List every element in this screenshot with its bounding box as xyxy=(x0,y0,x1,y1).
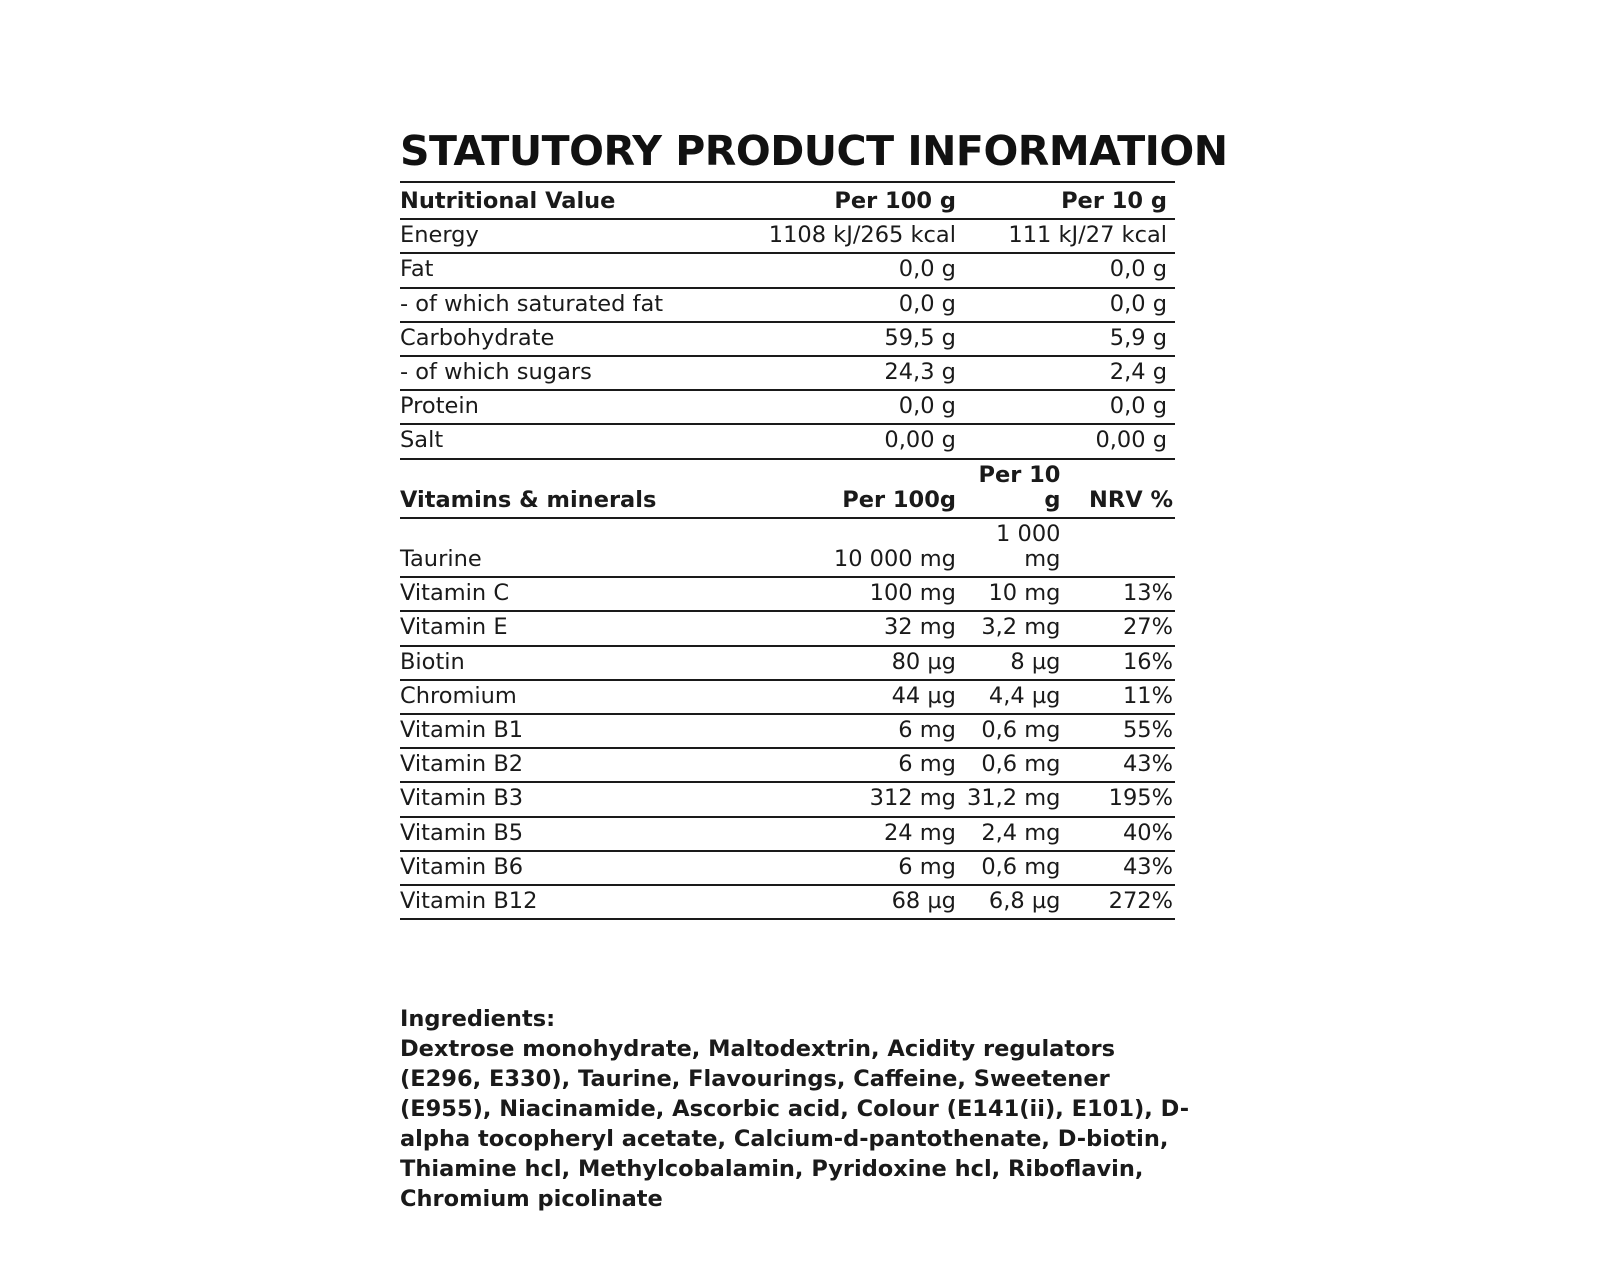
row-value-per-10g: 0,00 g xyxy=(962,424,1175,458)
row-value-per-100g: 0,00 g xyxy=(723,424,962,458)
row-value-nrv: 43% xyxy=(1068,748,1175,782)
row-value-per-10g: 0,0 g xyxy=(962,253,1175,287)
row-label: - of which sugars xyxy=(400,356,723,390)
row-value-per-10g: 3,2 mg xyxy=(962,611,1069,645)
row-label: Vitamin B5 xyxy=(400,817,723,851)
table-header-row-vitamins xyxy=(400,459,1175,518)
ingredients-label: Ingredients: xyxy=(400,1006,556,1033)
column-header-nrv: NRV % xyxy=(1068,459,1175,518)
row-value-per-100g: 10 000 mg xyxy=(723,518,962,577)
row-label: Carbohydrate xyxy=(400,322,723,356)
row-value-per-100g: 80 µg xyxy=(723,646,962,680)
row-value-per-100g: 24,3 g xyxy=(723,356,962,390)
row-value-per-100g: 6 mg xyxy=(723,851,962,885)
table-row xyxy=(400,253,1175,287)
row-value-per-10g: 0,0 g xyxy=(962,288,1175,322)
row-value-nrv: 55% xyxy=(1068,714,1175,748)
row-value-per-10g: 5,9 g xyxy=(962,322,1175,356)
row-value-nrv xyxy=(1068,518,1175,577)
row-value-per-100g: 68 µg xyxy=(723,885,962,919)
row-value-per-10g: 0,6 mg xyxy=(962,851,1069,885)
row-value-per-10g: 2,4 mg xyxy=(962,817,1069,851)
row-value-per-10g: 8 µg xyxy=(962,646,1069,680)
row-value-per-100g: 24 mg xyxy=(723,817,962,851)
row-value-nrv: 11% xyxy=(1068,680,1175,714)
row-value-per-10g: 0,6 mg xyxy=(962,714,1069,748)
row-value-per-10g: 10 mg xyxy=(962,577,1069,611)
row-label: Salt xyxy=(400,424,723,458)
nutritional-value-table xyxy=(400,181,1175,920)
row-label: Biotin xyxy=(400,646,723,680)
row-value-per-10g: 2,4 g xyxy=(962,356,1175,390)
row-label: Vitamin B1 xyxy=(400,714,723,748)
row-label: Vitamin B6 xyxy=(400,851,723,885)
row-value-nrv: 16% xyxy=(1068,646,1175,680)
column-header-nutritional-value: Nutritional Value xyxy=(400,182,723,219)
row-value-nrv: 27% xyxy=(1068,611,1175,645)
row-value-nrv: 272% xyxy=(1068,885,1175,919)
row-label: Taurine xyxy=(400,518,723,577)
row-label: Vitamin B12 xyxy=(400,885,723,919)
row-value-per-100g: 0,0 g xyxy=(723,253,962,287)
table-row xyxy=(400,714,1175,748)
ingredients-text: Dextrose monohydrate, Maltodextrin, Acidity regulators (E296, E330), Taurine, Flavourings, Caffeine, Sweetener (E955), Niacinamide, Ascorbic acid, Colour (E141(ii), E101), D-alpha tocopheryl acetate, Calcium-d-pantothenate, D-biotin, Thiamine hcl, Methylcobalamin, Pyridoxine hcl, Riboflavin, Chromium picolinate xyxy=(400,1036,1190,1212)
table-row xyxy=(400,518,1175,577)
row-value-per-100g: 0,0 g xyxy=(723,288,962,322)
row-value-nrv: 40% xyxy=(1068,817,1175,851)
table-row xyxy=(400,680,1175,714)
row-value-per-100g: 312 mg xyxy=(723,782,962,816)
table-row xyxy=(400,322,1175,356)
row-value-nrv: 195% xyxy=(1068,782,1175,816)
table-row xyxy=(400,646,1175,680)
row-label: Energy xyxy=(400,219,723,253)
row-value-per-100g: 100 mg xyxy=(723,577,962,611)
row-value-per-10g: 0,0 g xyxy=(962,390,1175,424)
product-information-panel xyxy=(400,127,1228,1215)
table-row xyxy=(400,611,1175,645)
row-value-per-100g: 32 mg xyxy=(723,611,962,645)
table-row xyxy=(400,782,1175,816)
column-header-vitamins-per-100g: Per 100g xyxy=(723,459,962,518)
table-row xyxy=(400,356,1175,390)
table-row xyxy=(400,390,1175,424)
row-value-per-10g: 1 000 mg xyxy=(962,518,1069,577)
column-header-vitamins-minerals: Vitamins & minerals xyxy=(400,459,723,518)
row-label: Chromium xyxy=(400,680,723,714)
row-label: Vitamin B3 xyxy=(400,782,723,816)
ingredients-section xyxy=(400,1005,1190,1214)
row-value-per-100g: 6 mg xyxy=(723,748,962,782)
table-row xyxy=(400,219,1175,253)
table-row xyxy=(400,424,1175,458)
table-row xyxy=(400,288,1175,322)
table-row xyxy=(400,885,1175,919)
column-header-per-10g: Per 10 g xyxy=(962,182,1175,219)
row-label: Vitamin E xyxy=(400,611,723,645)
page-title: STATUTORY PRODUCT INFORMATION xyxy=(400,127,1228,175)
table-header-row xyxy=(400,182,1175,219)
row-label: Protein xyxy=(400,390,723,424)
row-value-per-10g: 31,2 mg xyxy=(962,782,1069,816)
row-value-per-100g: 6 mg xyxy=(723,714,962,748)
row-value-per-100g: 59,5 g xyxy=(723,322,962,356)
row-value-nrv: 43% xyxy=(1068,851,1175,885)
table-row xyxy=(400,851,1175,885)
row-value-per-10g: 111 kJ/27 kcal xyxy=(962,219,1175,253)
row-label: Vitamin C xyxy=(400,577,723,611)
row-value-per-10g: 4,4 µg xyxy=(962,680,1069,714)
row-value-per-100g: 0,0 g xyxy=(723,390,962,424)
row-value-nrv: 13% xyxy=(1068,577,1175,611)
row-value-per-10g: 0,6 mg xyxy=(962,748,1069,782)
table-row xyxy=(400,817,1175,851)
row-value-per-10g: 6,8 µg xyxy=(962,885,1069,919)
column-header-vitamins-per-10g: Per 10 g xyxy=(962,459,1069,518)
table-row xyxy=(400,748,1175,782)
row-value-per-100g: 44 µg xyxy=(723,680,962,714)
row-value-per-100g: 1108 kJ/265 kcal xyxy=(723,219,962,253)
table-row xyxy=(400,577,1175,611)
row-label: Fat xyxy=(400,253,723,287)
column-header-per-100g: Per 100 g xyxy=(723,182,962,219)
row-label: - of which saturated fat xyxy=(400,288,723,322)
row-label: Vitamin B2 xyxy=(400,748,723,782)
